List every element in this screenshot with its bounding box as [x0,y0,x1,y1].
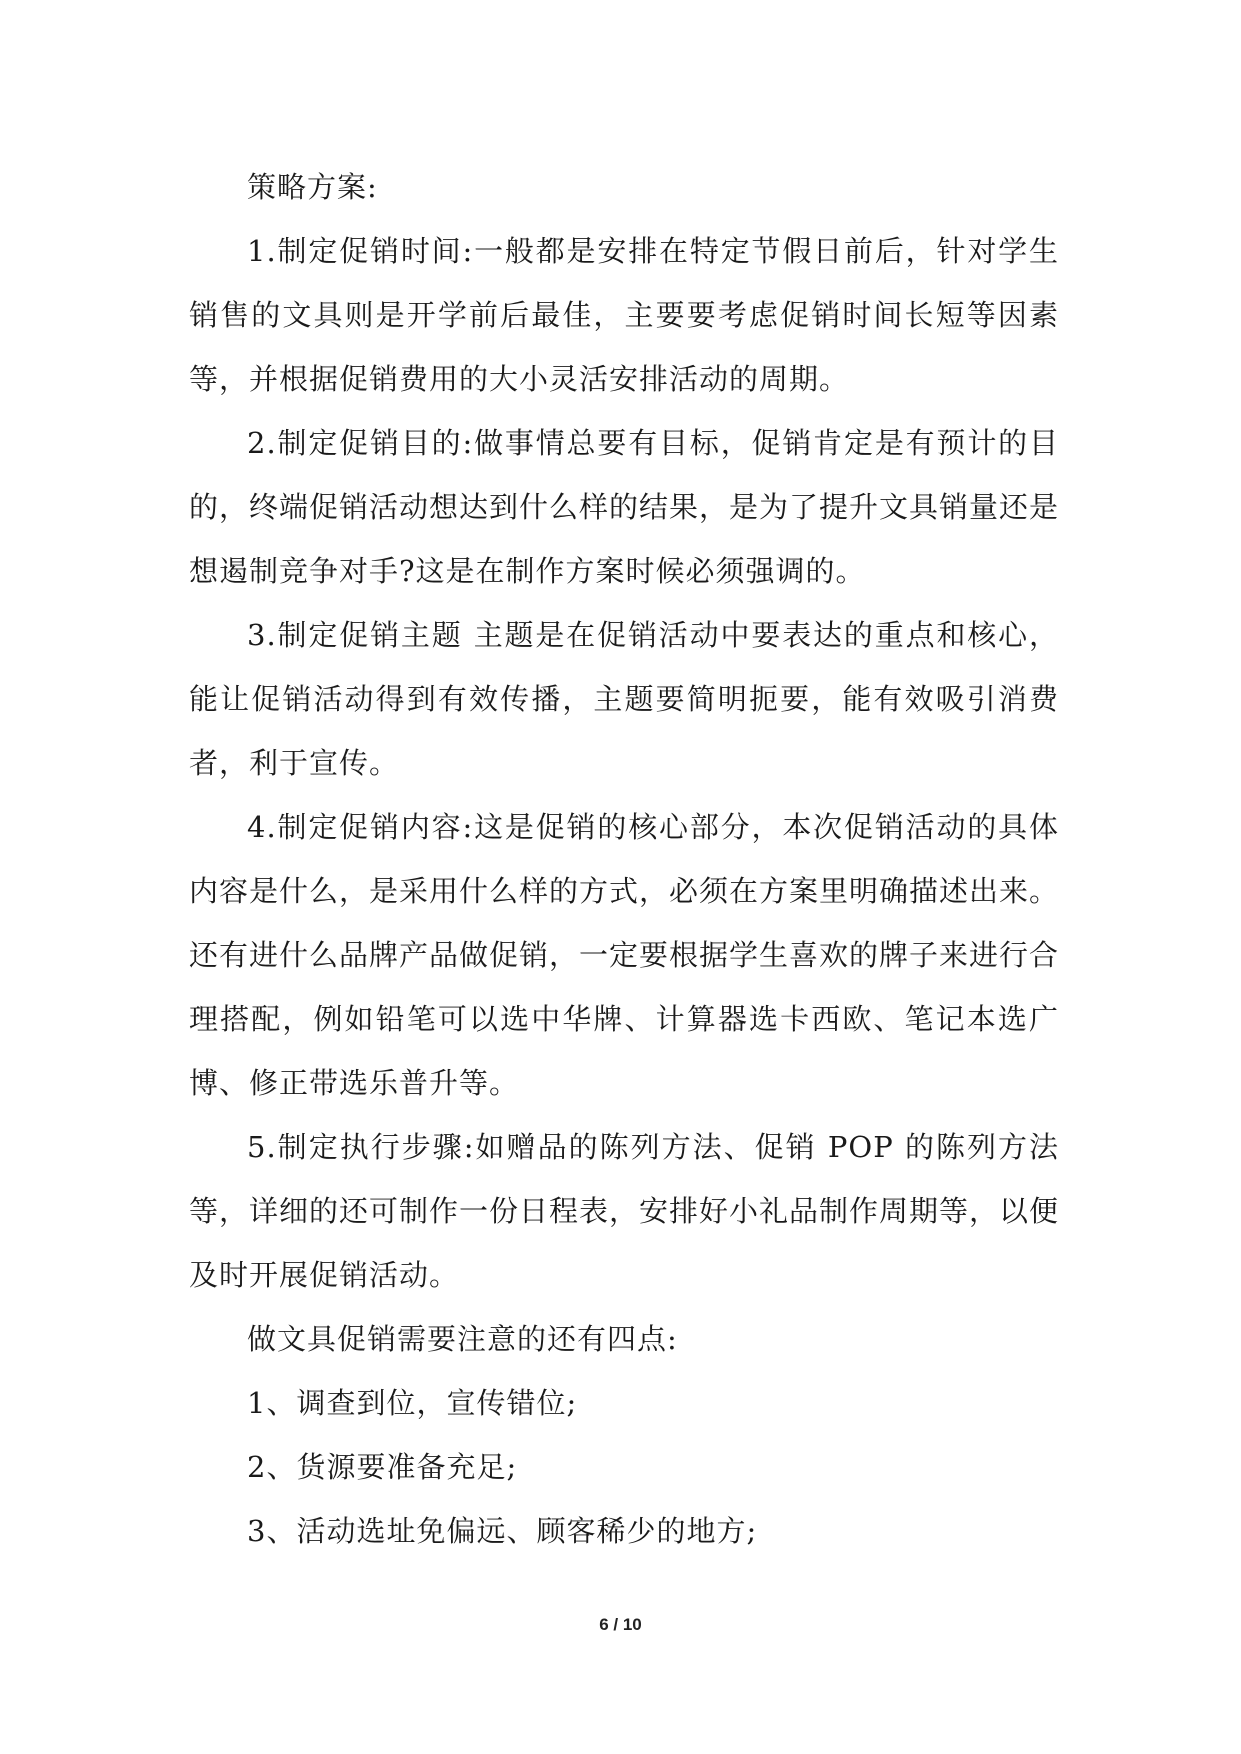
list-item-note-2: 2、货源要准备充足; [247,1450,518,1484]
paragraph-strategy-heading: 策略方案: [247,170,378,204]
list-item-note-1: 1、调查到位，宣传错位; [247,1386,578,1420]
paragraph-promotion-goal: 2.制定促销目的:做事情总要有目标，促销肯定是有预计的目的，终端促销活动想达到什么样的结果，是为了提升文具销量还是想遏制竞争对手?这是在制作方案时候必须强调的。 [189,426,1060,588]
list-item-note-3: 3、活动选址免偏远、顾客稀少的地方; [247,1514,758,1548]
document-body [189,155,1059,1563]
paragraph-promotion-theme: 3.制定促销主题 主题是在促销活动中要表达的重点和核心，能让促销活动得到有效传播，主题要简明扼要，能有效吸引消费者，利于宣传。 [189,618,1059,780]
paragraph-notes-heading: 做文具促销需要注意的还有四点: [247,1322,678,1356]
paragraph-promotion-time: 1.制定促销时间:一般都是安排在特定节假日前后，针对学生销售的文具则是开学前后最佳，主要要考虑促销时间长短等因素等，并根据促销费用的大小灵活安排活动的周期。 [189,234,1059,396]
paragraph-promotion-content: 4.制定促销内容:这是促销的核心部分，本次促销活动的具体内容是什么，是采用什么样的方式，必须在方案里明确描述出来。还有进什么品牌产品做促销，一定要根据学生喜欢的牌子来进行合理搭配，例如铅笔可以选中华牌、计算器选卡西欧、笔记本选广博、修正带选乐普升等。 [189,810,1060,1100]
page-number: 6 / 10 [599,1615,642,1634]
paragraph-execution-steps: 5.制定执行步骤:如赠品的陈列方法、促销 POP 的陈列方法等，详细的还可制作一份日程表，安排好小礼品制作周期等，以便及时开展促销活动。 [189,1130,1060,1292]
